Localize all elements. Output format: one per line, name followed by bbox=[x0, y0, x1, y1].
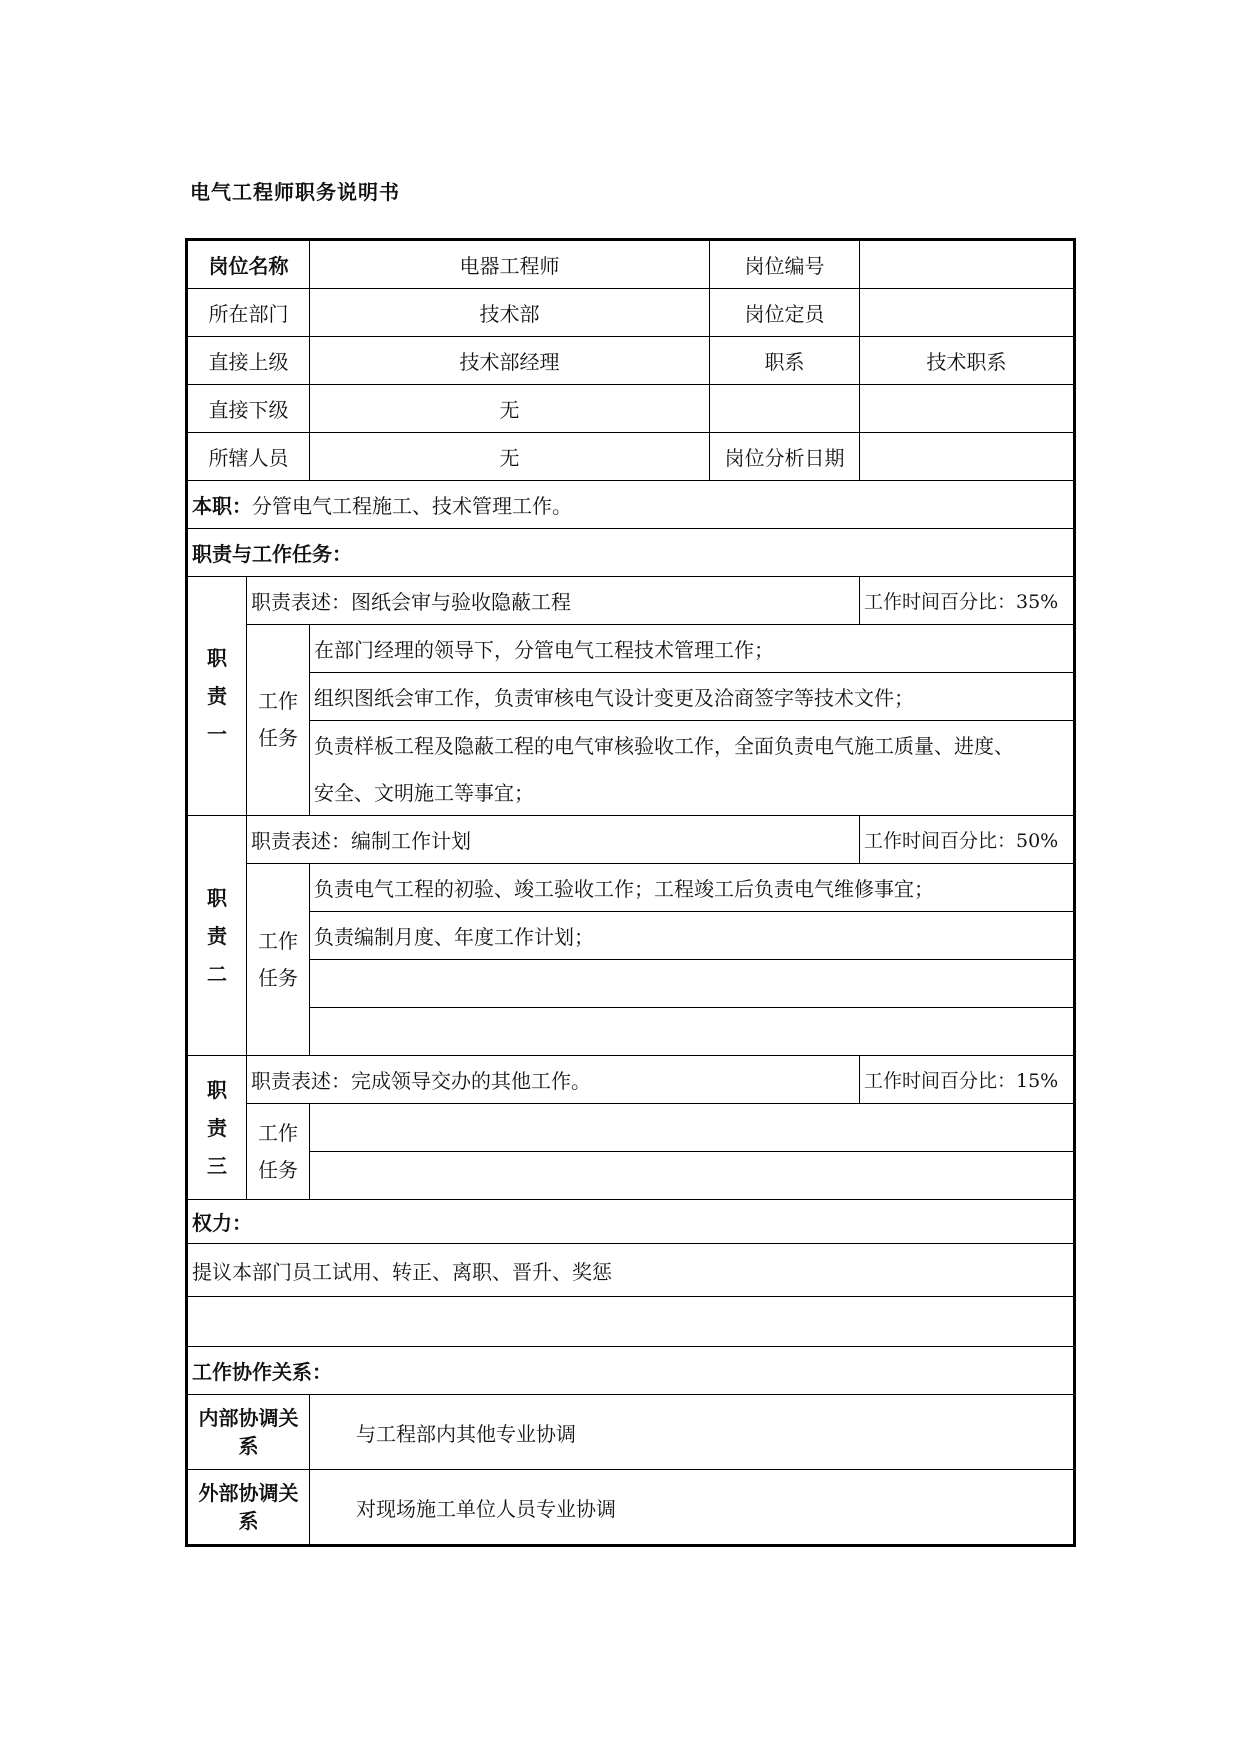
external-coordination-label: 外部协调关系 bbox=[187, 1470, 310, 1546]
cooperation-internal-row bbox=[187, 1395, 1075, 1470]
responsibility-2-task-1: 负责电气工程的初验、竣工验收工作；工程竣工后负责电气维修事宜； bbox=[310, 864, 1075, 912]
document-title: 电气工程师职务说明书 bbox=[190, 180, 400, 204]
responsibility-1-task-label: 工作 任务 bbox=[247, 625, 310, 816]
job-description-table bbox=[185, 238, 1076, 1547]
value-empty bbox=[860, 385, 1075, 433]
responsibility-2-task-row bbox=[187, 1008, 1075, 1056]
label-superior: 直接上级 bbox=[187, 337, 310, 385]
authority-row bbox=[187, 1244, 1075, 1297]
label-department: 所在部门 bbox=[187, 289, 310, 337]
responsibility-1-description: 职责表述：图纸会审与验收隐蔽工程 bbox=[247, 577, 860, 625]
responsibility-2-task-row bbox=[187, 912, 1075, 960]
value-job-family: 技术职系 bbox=[860, 337, 1075, 385]
responsibility-2-task-row bbox=[187, 960, 1075, 1008]
value-department: 技术部 bbox=[310, 289, 710, 337]
cooperation-header: 工作协作关系： bbox=[187, 1347, 1075, 1395]
responsibility-2-time-pct: 工作时间百分比：50% bbox=[860, 816, 1075, 864]
responsibilities-header: 职责与工作任务： bbox=[187, 529, 1075, 577]
authority-item-2 bbox=[187, 1297, 1075, 1347]
duty-row bbox=[187, 481, 1075, 529]
value-position-code bbox=[860, 240, 1075, 289]
internal-coordination-text: 与工程部内其他专业协调 bbox=[310, 1395, 1075, 1470]
responsibility-3-task-row bbox=[187, 1152, 1075, 1200]
responsibility-3-desc-row bbox=[187, 1056, 1075, 1104]
responsibility-3-task-label: 工作 任务 bbox=[247, 1104, 310, 1200]
authority-header-row bbox=[187, 1200, 1075, 1244]
cooperation-header-row bbox=[187, 1347, 1075, 1395]
info-row-subordinate bbox=[187, 385, 1075, 433]
info-row-department bbox=[187, 289, 1075, 337]
responsibility-3-description: 职责表述：完成领导交办的其他工作。 bbox=[247, 1056, 860, 1104]
label-empty bbox=[710, 385, 860, 433]
responsibility-1-task-3-cont: 安全、文明施工等事宜； bbox=[310, 768, 1075, 816]
responsibility-3-time-pct: 工作时间百分比：15% bbox=[860, 1056, 1075, 1104]
responsibility-1-task-1: 在部门经理的领导下，分管电气工程技术管理工作； bbox=[310, 625, 1075, 673]
info-row-position bbox=[187, 240, 1075, 289]
responsibility-2-task-row bbox=[187, 864, 1075, 912]
responsibility-1-task-2: 组织图纸会审工作，负责审核电气设计变更及洽商签字等技术文件； bbox=[310, 673, 1075, 721]
label-headcount: 岗位定员 bbox=[710, 289, 860, 337]
info-row-staff bbox=[187, 433, 1075, 481]
duty-text: 分管电气工程施工、技术管理工作。 bbox=[252, 494, 572, 518]
responsibility-1-task-row bbox=[187, 721, 1075, 769]
value-subordinate: 无 bbox=[310, 385, 710, 433]
responsibility-1-task-3: 负责样板工程及隐蔽工程的电气审核验收工作，全面负责电气施工质量、进度、 bbox=[310, 721, 1075, 769]
responsibility-2-desc-row bbox=[187, 816, 1075, 864]
responsibility-1-time-pct: 工作时间百分比：35% bbox=[860, 577, 1075, 625]
authority-row bbox=[187, 1297, 1075, 1347]
responsibility-1-label: 职 责 一 bbox=[187, 577, 247, 816]
responsibility-2-task-4 bbox=[310, 1008, 1075, 1056]
responsibility-2-task-2: 负责编制月度、年度工作计划； bbox=[310, 912, 1075, 960]
responsibility-1-task-row bbox=[187, 768, 1075, 816]
info-row-superior bbox=[187, 337, 1075, 385]
cooperation-external-row bbox=[187, 1470, 1075, 1546]
responsibilities-header-row bbox=[187, 529, 1075, 577]
responsibility-3-label: 职 责 三 bbox=[187, 1056, 247, 1200]
responsibility-2-description: 职责表述：编制工作计划 bbox=[247, 816, 860, 864]
label-position-code: 岗位编号 bbox=[710, 240, 860, 289]
duty-label: 本职： bbox=[192, 494, 252, 518]
value-staff: 无 bbox=[310, 433, 710, 481]
label-subordinate: 直接下级 bbox=[187, 385, 310, 433]
external-coordination-text: 对现场施工单位人员专业协调 bbox=[310, 1470, 1075, 1546]
authority-header: 权力： bbox=[187, 1200, 1075, 1244]
responsibility-3-task-2 bbox=[310, 1152, 1075, 1200]
value-superior: 技术部经理 bbox=[310, 337, 710, 385]
responsibility-1-task-row bbox=[187, 673, 1075, 721]
label-analysis-date: 岗位分析日期 bbox=[710, 433, 860, 481]
label-position-name: 岗位名称 bbox=[187, 240, 310, 289]
authority-item-1: 提议本部门员工试用、转正、离职、晋升、奖惩 bbox=[187, 1244, 1075, 1297]
label-staff: 所辖人员 bbox=[187, 433, 310, 481]
value-headcount bbox=[860, 289, 1075, 337]
label-job-family: 职系 bbox=[710, 337, 860, 385]
value-position-name: 电器工程师 bbox=[310, 240, 710, 289]
responsibility-1-desc-row bbox=[187, 577, 1075, 625]
value-analysis-date bbox=[860, 433, 1075, 481]
responsibility-3-task-1 bbox=[310, 1104, 1075, 1152]
responsibility-2-task-label: 工作 任务 bbox=[247, 864, 310, 1056]
responsibility-2-task-3 bbox=[310, 960, 1075, 1008]
internal-coordination-label: 内部协调关系 bbox=[187, 1395, 310, 1470]
responsibility-2-label: 职 责 二 bbox=[187, 816, 247, 1056]
responsibility-3-task-row bbox=[187, 1104, 1075, 1152]
responsibility-1-task-row bbox=[187, 625, 1075, 673]
